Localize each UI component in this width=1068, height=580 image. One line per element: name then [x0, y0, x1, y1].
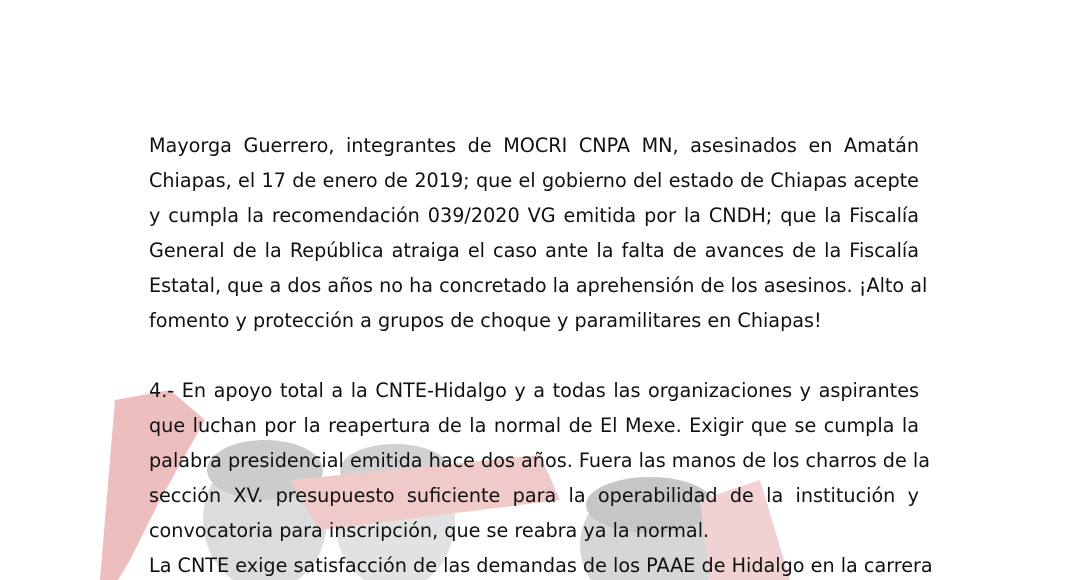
paragraph-spacer — [149, 338, 919, 373]
text-line: convocatoria para inscripción, que se reabra ya la normal. — [149, 519, 710, 542]
text-line: y cumpla la recomendación 039/2020 VG emitida por la CNDH; que la Fiscalía — [149, 204, 919, 227]
text-line: La CNTE exige satisfacción de las demandas de los PAAE de Hidalgo en la carrera — [149, 554, 933, 577]
paragraph-2 — [149, 373, 933, 580]
text-line: Chiapas, el 17 de enero de 2019; que el gobierno del estado de Chiapas acepte — [149, 169, 919, 192]
text-line: Mayorga Guerrero, integrantes de MOCRI CNPA MN, asesinados en Amatán — [149, 134, 919, 157]
document-body — [149, 128, 933, 580]
text-line: que luchan por la reapertura de la normal de El Mexe. Exigir que se cumpla la — [149, 414, 919, 437]
text-line: fomento y protección a grupos de choque y paramilitares en Chiapas! — [149, 309, 822, 332]
text-line: General de la República atraiga el caso ante la falta de avances de la Fiscalía — [149, 239, 919, 262]
text-line: Estatal, que a dos años no ha concretado la aprehensión de los asesinos. ¡Alto al — [149, 274, 928, 297]
text-line: palabra presidencial emitida hace dos años. Fuera las manos de los charros de la — [149, 449, 930, 472]
paragraph-1 — [149, 128, 928, 338]
text-line: sección XV. presupuesto suficiente para la operabilidad de la institución y — [149, 484, 919, 507]
text-line: 4.- En apoyo total a la CNTE-Hidalgo y a todas las organizaciones y aspirantes — [149, 379, 919, 402]
